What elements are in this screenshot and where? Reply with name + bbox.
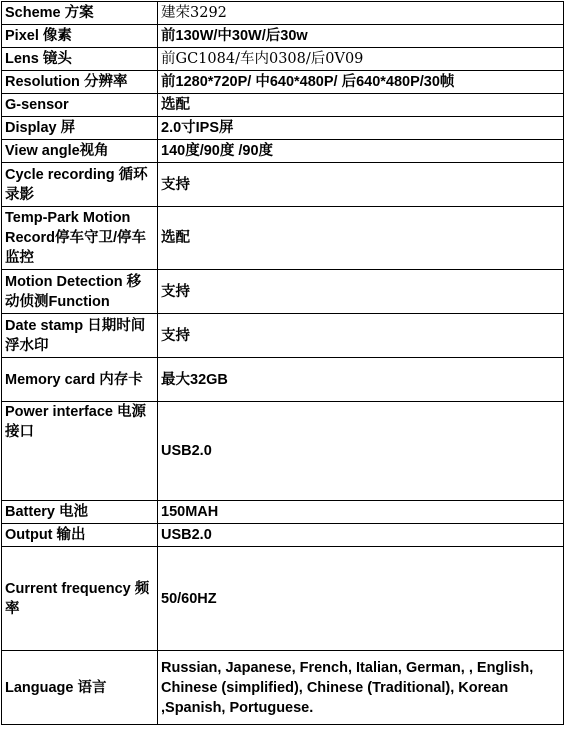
row-key-current-frequency: Current frequency 频率 — [2, 547, 158, 651]
row-value-view-angle: 140度/90度 /90度 — [158, 140, 564, 163]
table-row — [2, 501, 564, 524]
row-value-power-interface: USB2.0 — [158, 402, 564, 501]
row-key-pixel: Pixel 像素 — [2, 25, 158, 48]
table-row — [2, 524, 564, 547]
spec-table — [1, 1, 564, 725]
row-value-cycle-recording: 支持 — [158, 163, 564, 207]
table-row — [2, 25, 564, 48]
row-key-display: Display 屏 — [2, 117, 158, 140]
row-value-g-sensor: 选配 — [158, 94, 564, 117]
row-value-resolution: 前1280*720P/ 中640*480P/ 后640*480P/30帧 — [158, 71, 564, 94]
row-value-memory-card: 最大32GB — [158, 358, 564, 402]
table-row — [2, 547, 564, 651]
table-row — [2, 140, 564, 163]
table-row — [2, 270, 564, 314]
table-row — [2, 358, 564, 402]
row-key-language: Language 语言 — [2, 651, 158, 725]
row-value-motion-detection: 支持 — [158, 270, 564, 314]
row-value-temp-park: 选配 — [158, 207, 564, 270]
row-value-scheme: 建荣3292 — [158, 2, 564, 25]
table-row — [2, 117, 564, 140]
row-value-battery: 150MAH — [158, 501, 564, 524]
row-key-power-interface: Power interface 电源接口 — [2, 402, 158, 501]
row-value-output: USB2.0 — [158, 524, 564, 547]
row-key-motion-detection: Motion Detection 移动侦测Function — [2, 270, 158, 314]
row-key-memory-card: Memory card 内存卡 — [2, 358, 158, 402]
row-value-pixel: 前130W/中30W/后30w — [158, 25, 564, 48]
table-row — [2, 2, 564, 25]
table-row — [2, 651, 564, 725]
table-row — [2, 94, 564, 117]
table-row — [2, 402, 564, 501]
table-row — [2, 71, 564, 94]
row-key-cycle-recording: Cycle recording 循环录影 — [2, 163, 158, 207]
row-value-language: Russian, Japanese, French, Italian, German, , English, Chinese (simplified), Chinese (Traditional), Korean ,Spanish, Portuguese. — [158, 651, 564, 725]
table-row — [2, 48, 564, 71]
row-key-resolution: Resolution 分辨率 — [2, 71, 158, 94]
row-value-lens: 前GC1084/车内0308/后0V09 — [158, 48, 564, 71]
row-key-lens: Lens 镜头 — [2, 48, 158, 71]
table-row — [2, 163, 564, 207]
row-key-battery: Battery 电池 — [2, 501, 158, 524]
row-key-g-sensor: G-sensor — [2, 94, 158, 117]
table-row — [2, 207, 564, 270]
row-key-output: Output 输出 — [2, 524, 158, 547]
row-key-date-stamp: Date stamp 日期时间浮水印 — [2, 314, 158, 358]
row-value-display: 2.0寸IPS屏 — [158, 117, 564, 140]
row-key-view-angle: View angle视角 — [2, 140, 158, 163]
row-value-date-stamp: 支持 — [158, 314, 564, 358]
row-key-scheme: Scheme 方案 — [2, 2, 158, 25]
row-value-current-frequency: 50/60HZ — [158, 547, 564, 651]
row-key-temp-park: Temp-Park Motion Record停车守卫/停车监控 — [2, 207, 158, 270]
table-row — [2, 314, 564, 358]
